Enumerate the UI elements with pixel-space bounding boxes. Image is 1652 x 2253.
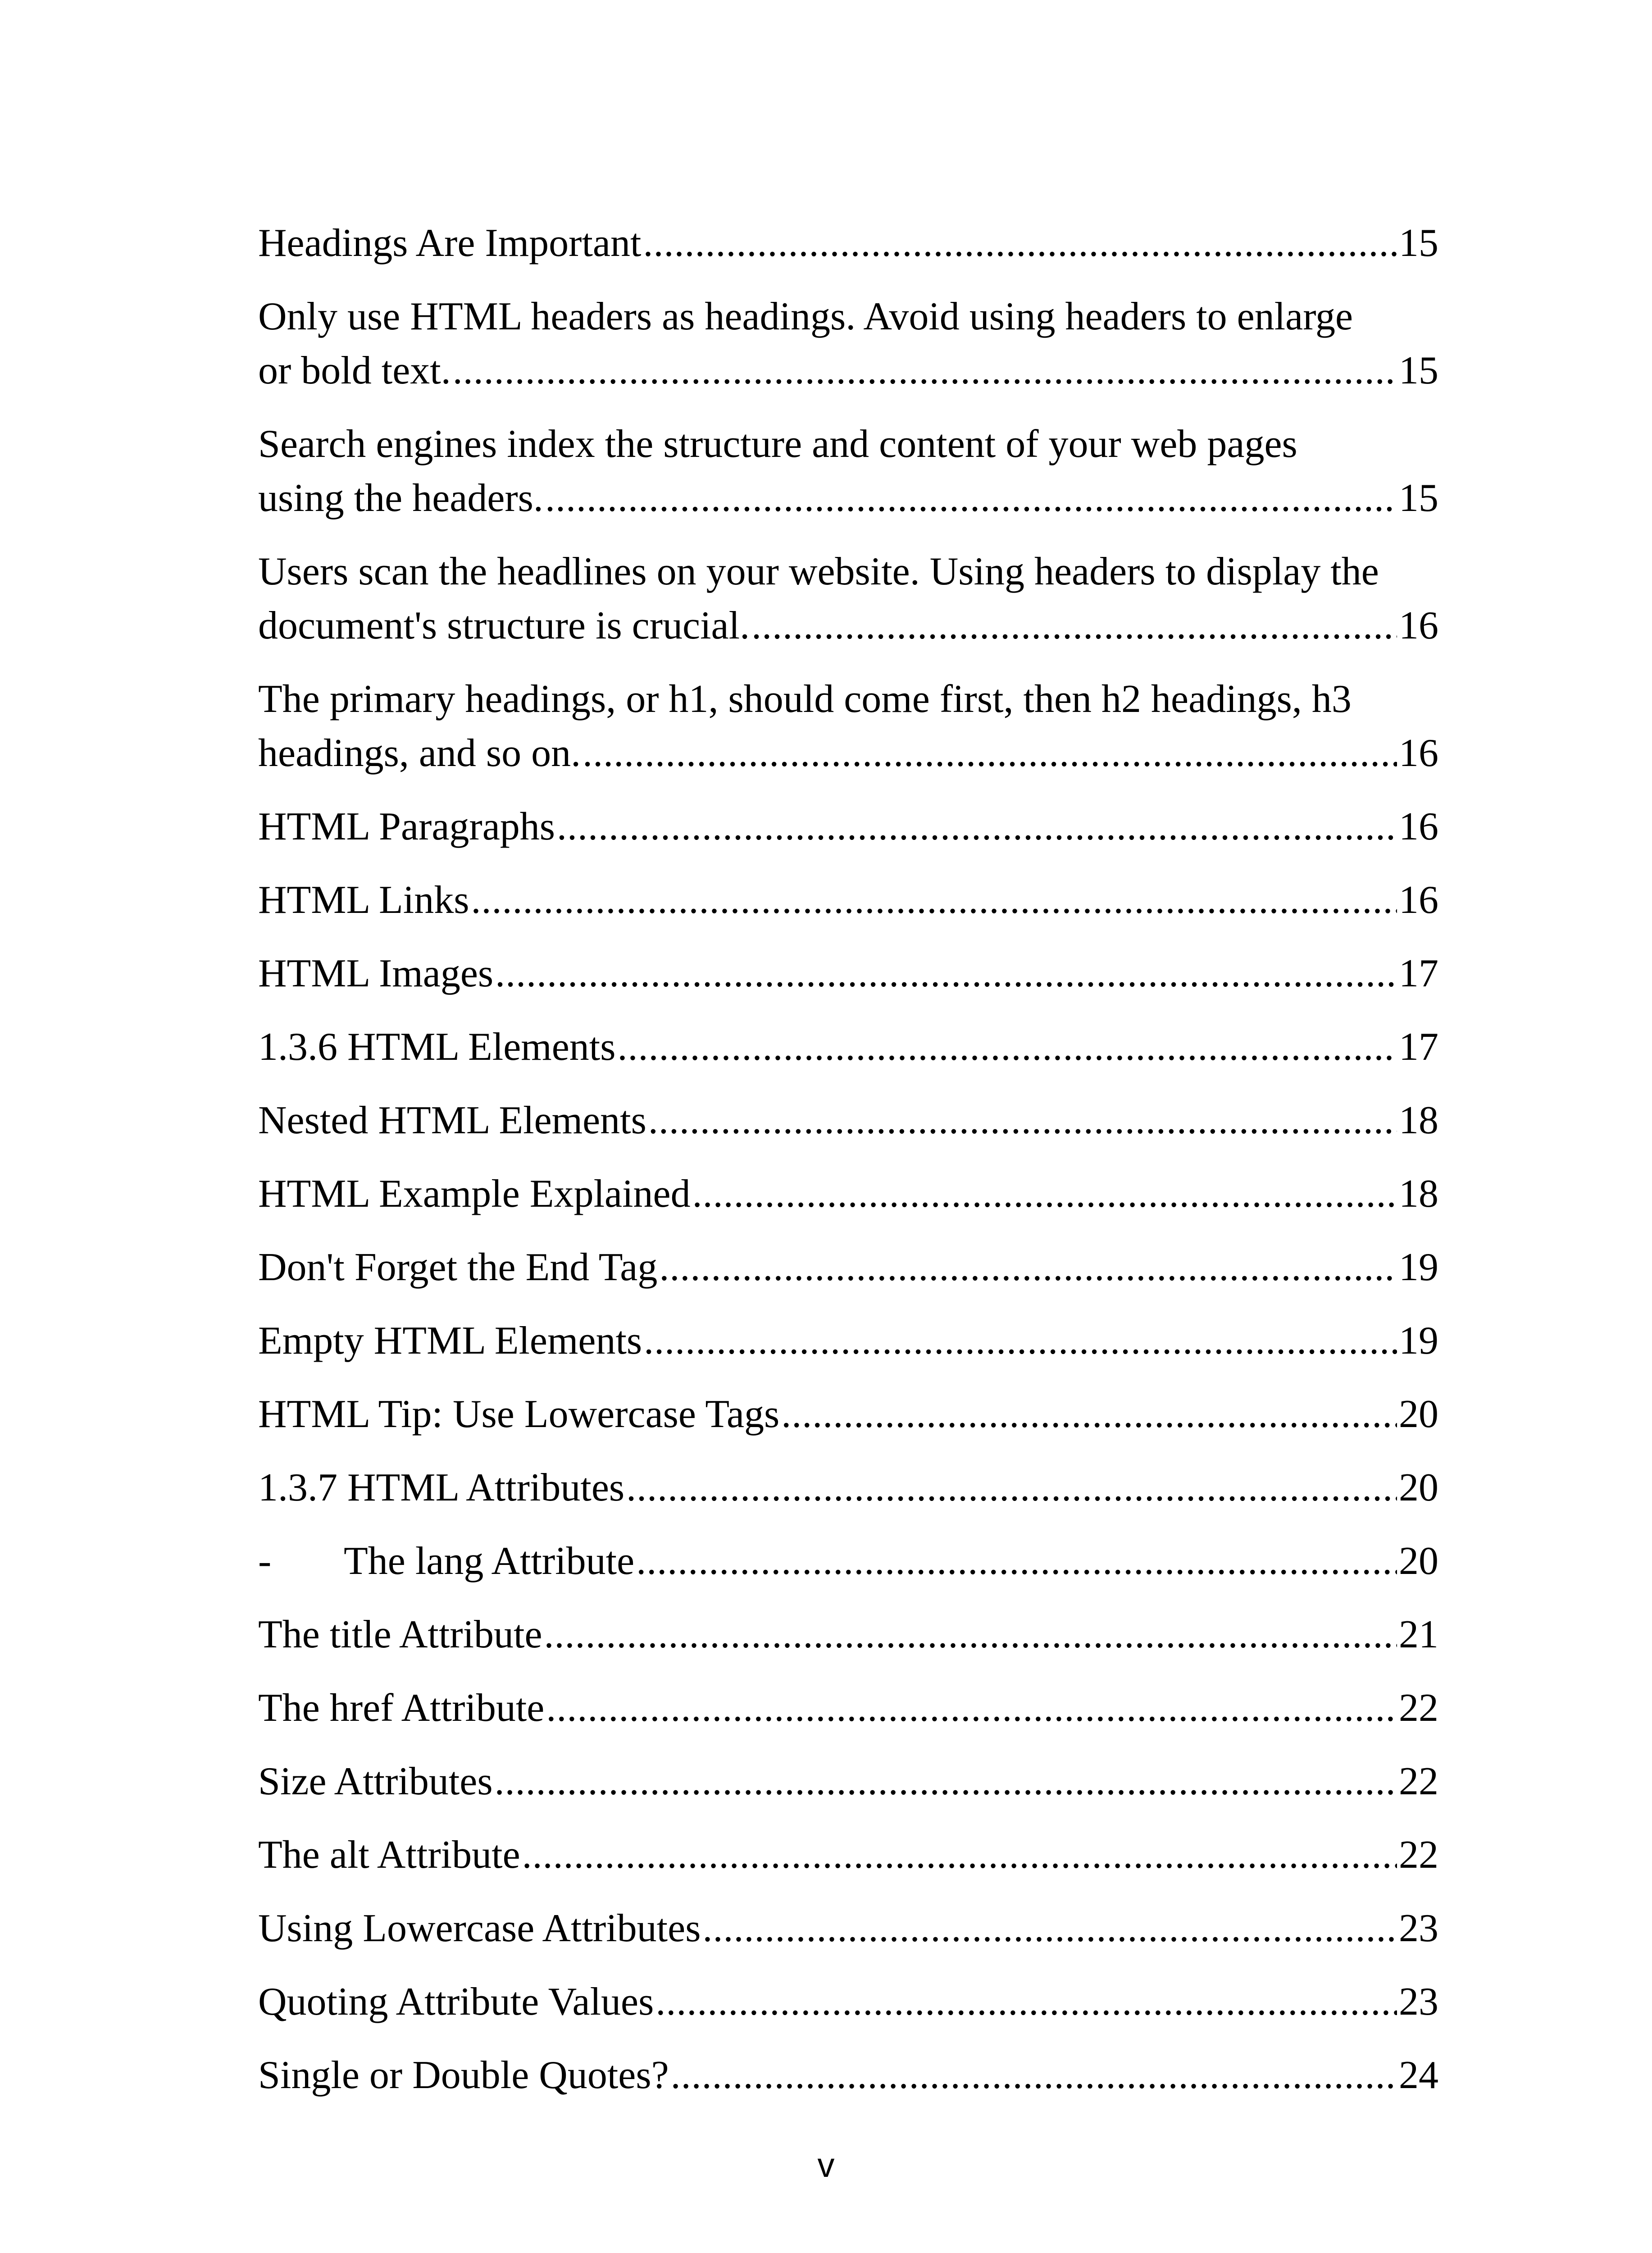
toc-entry-page-number: 19 (1399, 1245, 1438, 1289)
dot-leader (648, 1094, 1397, 1148)
toc-entry-page-number: 17 (1399, 1025, 1438, 1069)
toc-entry-page-number: 22 (1399, 1760, 1438, 1803)
toc-entry-page-number: 22 (1399, 1833, 1438, 1877)
dot-leader (781, 1387, 1397, 1441)
dot-leader (453, 344, 1397, 398)
toc-entry-text-line: The lang Attribute (344, 1539, 635, 1583)
toc-entry-title (258, 947, 493, 1001)
toc-entry-text-line: Don't Forget the End Tag (258, 1245, 658, 1289)
toc-entry-page-number: 21 (1399, 1613, 1438, 1656)
toc-entry-page-number: 20 (1399, 1466, 1438, 1510)
dot-leader (671, 2048, 1397, 2102)
dot-leader (702, 1902, 1397, 1956)
toc-entry-title (258, 344, 451, 398)
toc-entry-text-line: HTML Links (258, 878, 469, 922)
toc-entry[interactable] (258, 216, 1438, 270)
toc-entry-title (258, 1975, 654, 2029)
toc-entry-text-line: The alt Attribute (258, 1833, 520, 1877)
toc-entry-title (258, 2048, 669, 2102)
toc-entry-last-line (258, 2048, 1438, 2102)
toc-entry-last-line (258, 1461, 1438, 1515)
toc-entry[interactable] (258, 1094, 1438, 1148)
toc-entry-text-line: The primary headings, or h1, should come first, then h2 headings, h3 (258, 677, 1352, 721)
toc-entry[interactable] (258, 1241, 1438, 1295)
toc-entry[interactable] (258, 1534, 1438, 1588)
dot-leader (545, 471, 1397, 525)
toc-entry-text-line: Search engines index the structure and content of your web pages (258, 422, 1297, 466)
toc-entry-page-number: 22 (1399, 1686, 1438, 1730)
toc-entry[interactable] (258, 1828, 1438, 1882)
dot-leader (544, 1608, 1397, 1662)
toc-entry-text-line: Nested HTML Elements (258, 1099, 646, 1142)
dot-leader (626, 1461, 1397, 1515)
toc-entry-title (258, 1828, 520, 1882)
toc-entry-text-line: Single or Double Quotes? (258, 2053, 669, 2097)
dot-leader (495, 947, 1397, 1001)
toc-entry-title (258, 216, 641, 270)
toc-entry[interactable] (258, 290, 1438, 398)
dot-leader (522, 1828, 1397, 1882)
toc-entry[interactable] (258, 1681, 1438, 1735)
toc-entry-title (258, 1608, 542, 1662)
dot-leader (557, 800, 1397, 854)
toc-entry-page-number: 16 (1399, 805, 1438, 848)
toc-entry[interactable] (258, 1975, 1438, 2029)
toc-entry-page-number: 15 (1399, 476, 1438, 520)
toc-entry-title (258, 1241, 657, 1295)
toc-entry-page-number: 16 (1399, 731, 1438, 775)
toc-entry-text-line: HTML Tip: Use Lowercase Tags (258, 1392, 780, 1436)
toc-entry[interactable] (258, 1461, 1438, 1515)
toc-entry-last-line (258, 1534, 1438, 1588)
toc-entry-page-number: 18 (1399, 1099, 1438, 1142)
toc-entry[interactable] (258, 1755, 1438, 1809)
toc-entry-page-number: 20 (1399, 1392, 1438, 1436)
toc-entry-page-number: 23 (1399, 1980, 1438, 2024)
toc-entry-title (258, 1094, 646, 1148)
toc-entry-last-line (258, 216, 1438, 270)
toc-entry-title (258, 1387, 779, 1441)
toc-entry-text-line: Empty HTML Elements (258, 1319, 642, 1363)
toc-entry-page-number: 24 (1399, 2053, 1438, 2097)
dot-leader (495, 1755, 1397, 1809)
toc-entry-text-line: Quoting Attribute Values (258, 1980, 654, 2024)
toc-entry-text-line: The href Attribute (258, 1686, 545, 1730)
toc-entry-title (258, 1167, 691, 1221)
toc-entry-text-line: headings, and so on. (258, 731, 581, 775)
toc-entry[interactable] (258, 1020, 1438, 1074)
toc-entry-last-line (258, 1387, 1438, 1441)
dot-leader (546, 1681, 1397, 1735)
toc-entry-text-line: document's structure is crucial. (258, 604, 750, 648)
toc-entry-last-line (258, 1020, 1438, 1074)
toc-entry-title (258, 1461, 624, 1515)
toc-entry-page-number: 15 (1399, 221, 1438, 265)
toc-entry-last-line (258, 1755, 1438, 1809)
toc-entry-page-number: 18 (1399, 1172, 1438, 1216)
toc-entry-text-line: The title Attribute (258, 1613, 542, 1656)
toc-entry-title (258, 599, 750, 653)
dot-leader (692, 1167, 1397, 1221)
toc-entry-last-line (258, 726, 1438, 780)
dot-leader (751, 599, 1397, 653)
toc-entry-last-line (258, 1975, 1438, 2029)
toc-entry-text-line: using the headers. (258, 476, 543, 520)
toc-entry-title (258, 1314, 642, 1368)
dot-leader (583, 726, 1397, 780)
toc-entry-last-line (258, 1241, 1438, 1295)
toc-entry-last-line (258, 1167, 1438, 1221)
toc-entry-page-number: 16 (1399, 878, 1438, 922)
toc-entry-text-line: or bold text. (258, 349, 451, 392)
toc-entry-text-line: Users scan the headlines on your website. Using headers to display the (258, 550, 1379, 593)
page-number-footer: v (817, 2146, 835, 2185)
toc-entry-last-line (258, 1828, 1438, 1882)
toc-entry-text-line: Headings Are Important (258, 221, 642, 265)
toc-entry-last-line (258, 471, 1438, 525)
toc-entry[interactable] (258, 672, 1438, 780)
toc-entry-last-line (258, 344, 1438, 398)
toc-entry[interactable] (258, 1608, 1438, 1662)
toc-entry-title (258, 800, 555, 854)
toc-entry-text-line: Size Attributes (258, 1760, 493, 1803)
toc-entry-text-line: HTML Paragraphs (258, 805, 555, 848)
toc-entry-text-line: Using Lowercase Attributes (258, 1906, 701, 1950)
toc-entry-last-line (258, 1094, 1438, 1148)
toc-entry-page-number: 15 (1399, 349, 1438, 392)
toc-entry-title (258, 1020, 616, 1074)
toc-entry-page-number: 20 (1399, 1539, 1438, 1583)
dot-leader (655, 1975, 1397, 2029)
toc-entry-page-number: 19 (1399, 1319, 1438, 1363)
dot-leader (618, 1020, 1397, 1074)
toc-entry[interactable] (258, 417, 1438, 525)
toc-entry[interactable] (258, 545, 1438, 653)
toc-entry-title (258, 1755, 493, 1809)
toc-entry-last-line (258, 1681, 1438, 1735)
toc-entry[interactable] (258, 947, 1438, 1001)
toc-entry-page-number: 17 (1399, 952, 1438, 995)
toc-entry-last-line (258, 1902, 1438, 1956)
toc-entry-text-line: HTML Example Explained (258, 1172, 691, 1216)
dot-leader (659, 1241, 1397, 1295)
toc-entry-title (258, 471, 543, 525)
dot-leader (471, 873, 1397, 927)
dot-leader (644, 1314, 1397, 1368)
toc-entry-last-line (258, 800, 1438, 854)
toc-entry-last-line (258, 599, 1438, 653)
toc-entry-last-line (258, 873, 1438, 927)
dot-leader (643, 216, 1397, 270)
toc-entry-text-line: HTML Images (258, 952, 494, 995)
toc-entry[interactable] (258, 873, 1438, 927)
toc-entry-last-line (258, 1314, 1438, 1368)
toc-entry-title (258, 873, 469, 927)
toc-entry-dash-prefix: - (258, 1539, 272, 1583)
toc-entry-last-line (258, 947, 1438, 1001)
toc-entry-text-line: Only use HTML headers as headings. Avoid using headers to enlarge (258, 295, 1353, 338)
toc-entry-title (258, 1534, 634, 1588)
toc-entry-page-number: 16 (1399, 604, 1438, 648)
table-of-contents (258, 216, 1438, 2122)
toc-entry-title (258, 1681, 544, 1735)
toc-entry[interactable] (258, 1387, 1438, 1441)
toc-entry-last-line (258, 1608, 1438, 1662)
toc-entry-page-number: 23 (1399, 1906, 1438, 1950)
toc-entry-title (258, 1902, 701, 1956)
toc-entry[interactable] (258, 1902, 1438, 1956)
toc-entry[interactable] (258, 2048, 1438, 2102)
toc-entry[interactable] (258, 800, 1438, 854)
toc-entry-text-line: 1.3.6 HTML Elements (258, 1025, 616, 1069)
toc-entry[interactable] (258, 1314, 1438, 1368)
toc-entry[interactable] (258, 1167, 1438, 1221)
toc-entry-text-line: 1.3.7 HTML Attributes (258, 1466, 625, 1510)
dot-leader (636, 1534, 1397, 1588)
toc-entry-title (258, 726, 581, 780)
